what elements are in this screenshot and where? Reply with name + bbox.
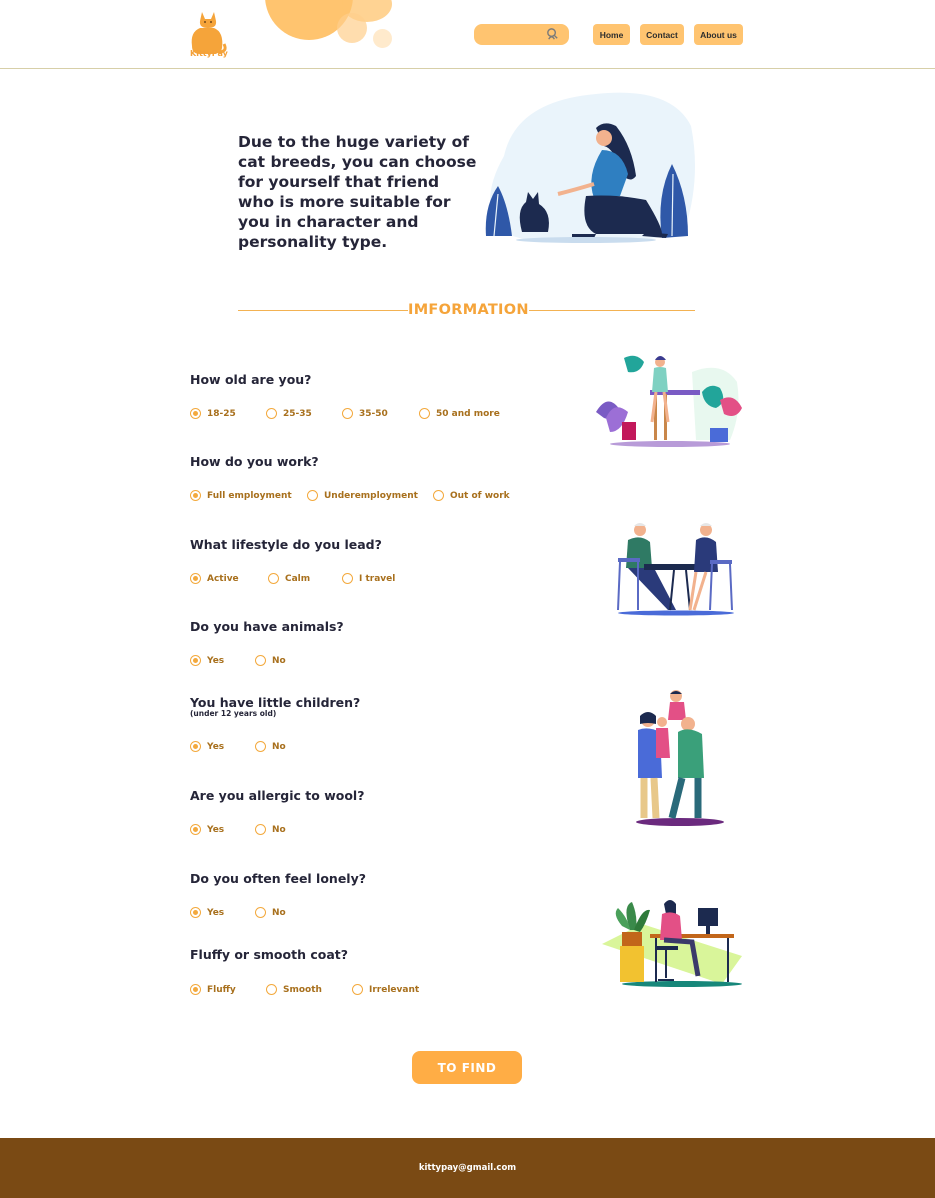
- option-active[interactable]: [190, 573, 239, 584]
- option-calm[interactable]: [268, 573, 310, 584]
- radio-button[interactable]: [307, 490, 318, 501]
- radio-button[interactable]: [190, 984, 201, 995]
- radio-button[interactable]: [352, 984, 363, 995]
- question-title: How old are you?: [190, 372, 312, 387]
- option-label: Yes: [207, 907, 225, 918]
- question-subtitle: (under 12 years old): [190, 709, 277, 718]
- option-underemployment[interactable]: [307, 490, 418, 501]
- question-title: Fluffy or smooth coat?: [190, 947, 348, 962]
- radio-button[interactable]: [190, 824, 201, 835]
- option-lonely-no[interactable]: [255, 907, 286, 918]
- radio-button[interactable]: [342, 573, 353, 584]
- radio-button[interactable]: [255, 824, 266, 835]
- option-children-yes[interactable]: [190, 741, 224, 752]
- question-coat: [190, 947, 348, 962]
- question-allergy: [190, 788, 364, 803]
- radio-button[interactable]: [342, 408, 353, 419]
- option-age-25-35[interactable]: [266, 408, 312, 419]
- section-divider-right: [529, 310, 695, 311]
- hero-text: Due to the huge variety of cat breeds, you can choose for yourself that friend who is more suitable for you in character and personality type.: [238, 133, 477, 251]
- option-out-of-work[interactable]: [433, 490, 510, 501]
- option-label: Irrelevant: [369, 984, 420, 995]
- option-label: No: [272, 824, 286, 835]
- option-allergy-yes[interactable]: [190, 824, 224, 835]
- decorative-circle-small: [337, 13, 367, 43]
- to-find-button[interactable]: TO FIND: [412, 1051, 522, 1084]
- option-age-18-25[interactable]: [190, 408, 236, 419]
- site-footer: [0, 1138, 935, 1198]
- radio-button[interactable]: [419, 408, 430, 419]
- search-icon[interactable]: [545, 27, 560, 42]
- woman-with-cat-illustration: [476, 86, 698, 248]
- option-label: 50 and more: [436, 408, 500, 419]
- option-allergy-no[interactable]: [255, 824, 286, 835]
- radio-button[interactable]: [433, 490, 444, 501]
- option-label: Yes: [207, 824, 225, 835]
- radio-button[interactable]: [255, 655, 266, 666]
- nav-home-button[interactable]: Home: [593, 24, 630, 45]
- option-label: Smooth: [283, 984, 322, 995]
- radio-button[interactable]: [268, 573, 279, 584]
- option-label: Calm: [285, 573, 311, 584]
- option-label: Out of work: [450, 490, 510, 501]
- option-animals-no[interactable]: [255, 655, 286, 666]
- radio-button[interactable]: [190, 907, 201, 918]
- question-title: Are you allergic to wool?: [190, 788, 365, 803]
- option-age-35-50[interactable]: [342, 408, 388, 419]
- option-full-employment[interactable]: [190, 490, 292, 501]
- option-label: Full employment: [207, 490, 292, 501]
- section-title: IMFORMATION: [408, 302, 529, 318]
- question-age: [190, 372, 311, 387]
- option-label: Yes: [207, 741, 225, 752]
- radio-button[interactable]: [255, 741, 266, 752]
- nav-contact-button[interactable]: Contact: [640, 24, 684, 45]
- site-header: [0, 0, 935, 69]
- woman-at-desk-illustration: [602, 896, 744, 988]
- option-age-50-plus[interactable]: [419, 408, 500, 419]
- radio-button[interactable]: [190, 741, 201, 752]
- option-fluffy[interactable]: [190, 984, 236, 995]
- decorative-circle-tiny: [373, 29, 392, 48]
- question-title: Do you have animals?: [190, 619, 344, 634]
- question-work: [190, 454, 319, 469]
- question-title: Do you often feel lonely?: [190, 871, 366, 886]
- search-box[interactable]: [474, 24, 569, 45]
- radio-button[interactable]: [190, 573, 201, 584]
- search-input[interactable]: [474, 27, 544, 48]
- radio-button[interactable]: [266, 408, 277, 419]
- radio-button[interactable]: [255, 907, 266, 918]
- option-label: I travel: [359, 573, 396, 584]
- option-smooth[interactable]: [266, 984, 322, 995]
- option-i-travel[interactable]: [342, 573, 395, 584]
- option-label: 18-25: [207, 408, 236, 419]
- option-irrelevant[interactable]: [352, 984, 419, 995]
- question-animals: [190, 619, 344, 634]
- option-children-no[interactable]: [255, 741, 286, 752]
- option-label: 25-35: [283, 408, 312, 419]
- question-lifestyle: [190, 537, 382, 552]
- question-children: [190, 695, 360, 718]
- radio-button[interactable]: [190, 490, 201, 501]
- option-label: 35-50: [359, 408, 388, 419]
- option-label: Fluffy: [207, 984, 236, 995]
- radio-button[interactable]: [266, 984, 277, 995]
- option-label: Active: [207, 573, 239, 584]
- couple-at-table-illustration: [614, 518, 738, 616]
- option-label: Yes: [207, 655, 225, 666]
- option-label: No: [272, 741, 286, 752]
- nav-about-button[interactable]: About us: [694, 24, 743, 45]
- family-illustration: [632, 688, 726, 828]
- radio-button[interactable]: [190, 408, 201, 419]
- question-title: How do you work?: [190, 454, 319, 469]
- option-label: No: [272, 655, 286, 666]
- section-divider-left: [238, 310, 408, 311]
- radio-button[interactable]: [190, 655, 201, 666]
- option-label: No: [272, 907, 286, 918]
- question-title: What lifestyle do you lead?: [190, 537, 382, 552]
- option-label: Underemployment: [324, 490, 418, 501]
- option-lonely-yes[interactable]: [190, 907, 224, 918]
- option-animals-yes[interactable]: [190, 655, 224, 666]
- question-lonely: [190, 871, 366, 886]
- footer-email[interactable]: kittypay@gmail.com: [418, 1163, 517, 1173]
- logo-text: KittyPay: [190, 49, 228, 58]
- question-title: You have little children?: [190, 695, 361, 710]
- woman-at-bar-illustration: [592, 352, 744, 448]
